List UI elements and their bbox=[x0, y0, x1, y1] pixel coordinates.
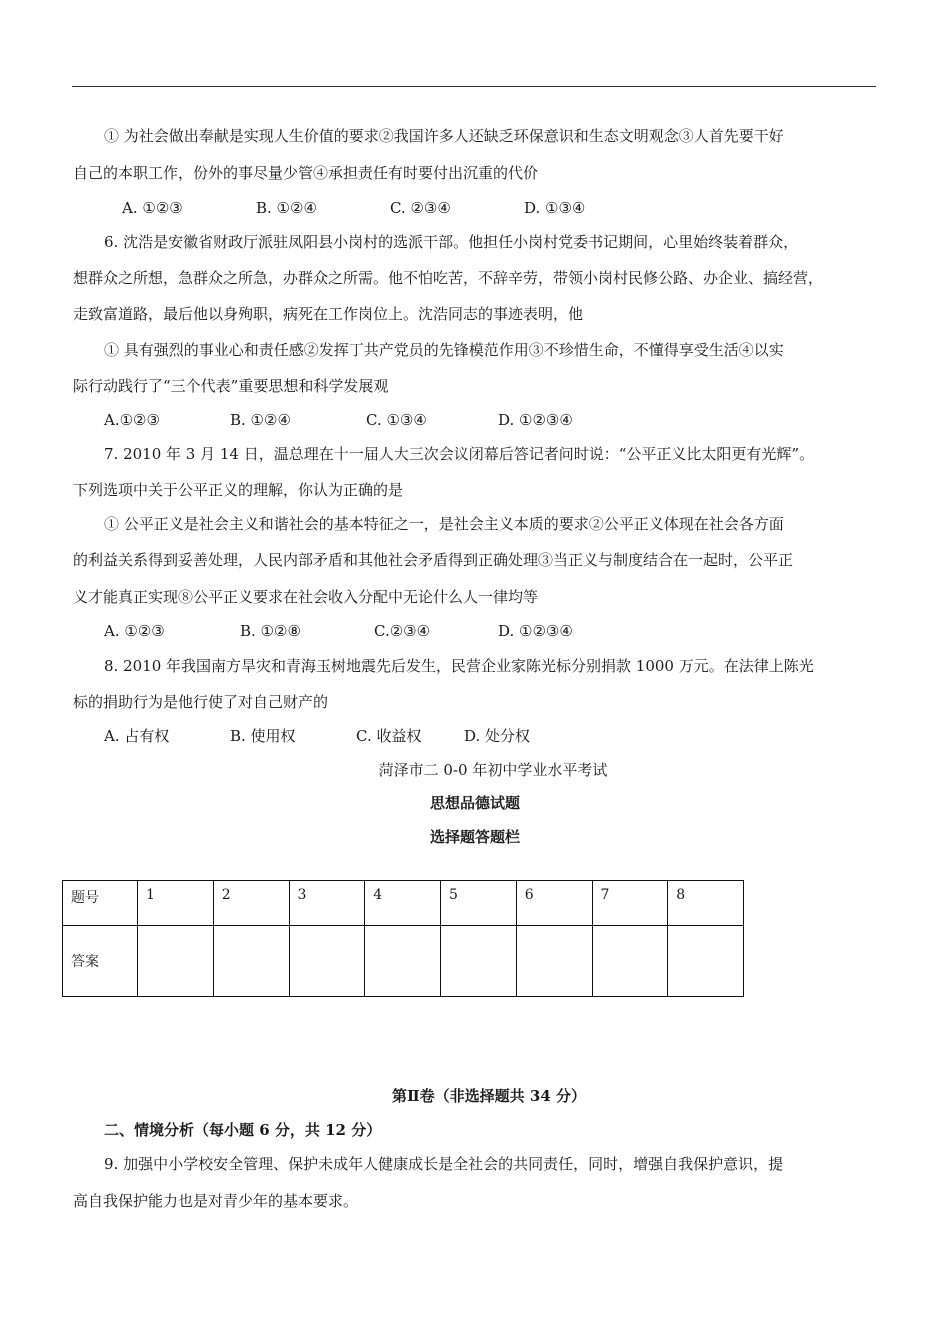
q5-statement-line1: ① 为社会做出奉献是实现人生价值的要求②我国许多人还缺乏环保意识和生态文明观念③人首先要干好 bbox=[104, 127, 784, 145]
answer-cell-3[interactable] bbox=[289, 926, 365, 997]
q6-option-b[interactable]: B. ①②④ bbox=[230, 411, 291, 429]
answer-row bbox=[63, 926, 744, 997]
q8-option-b[interactable]: B. 使用权 bbox=[230, 727, 296, 745]
part2-title: 第Ⅱ卷（非选择题共 34 分） bbox=[392, 1087, 586, 1105]
question-number-cell: 4 bbox=[365, 881, 441, 926]
q8-option-d[interactable]: D. 处分权 bbox=[464, 727, 531, 745]
answer-cell-8[interactable] bbox=[668, 926, 744, 997]
q6-line1: 6. 沈浩是安徽省财政厅派驻凤阳县小岗村的选派干部。他担任小岗村党委书记期间，心里始终装着群众， bbox=[104, 233, 799, 251]
answer-cell-7[interactable] bbox=[592, 926, 668, 997]
question-number-cell: 3 bbox=[289, 881, 365, 926]
question-number-cell: 7 bbox=[592, 881, 668, 926]
answer-bar-title: 选择题答题栏 bbox=[429, 828, 520, 846]
q6-statement-line2: 际行动践行了“三个代表”重要思想和科学发展观 bbox=[73, 377, 389, 395]
answer-cell-1[interactable] bbox=[138, 926, 214, 997]
q9-line2: 高自我保护能力也是对青少年的基本要求。 bbox=[73, 1192, 359, 1210]
q6-option-a[interactable]: A.①②③ bbox=[104, 411, 160, 429]
subject-title: 思想品德试题 bbox=[429, 794, 520, 812]
answer-table bbox=[62, 880, 744, 997]
q7-option-b[interactable]: B. ①②⑧ bbox=[240, 622, 301, 640]
q5-statement-line2: 自己的本职工作，份外的事尽量少管④承担责任有时要付出沉重的代价 bbox=[73, 164, 539, 182]
q7-option-a[interactable]: A. ①②③ bbox=[104, 622, 165, 640]
q8-option-a[interactable]: A. 占有权 bbox=[104, 727, 170, 745]
q6-line2: 想群众之所想，急群众之所急，办群众之所需。他不怕吃苦，不辞辛劳，带领小岗村民修公路、办企业、搞经营， bbox=[73, 269, 824, 287]
q7-option-d[interactable]: D. ①②③④ bbox=[498, 622, 573, 640]
answer-cell-2[interactable] bbox=[213, 926, 289, 997]
q5-option-c[interactable]: C. ②③④ bbox=[390, 199, 451, 217]
q7-statement-line1: ① 公平正义是社会主义和谐社会的基本特征之一，是社会主义本质的要求②公平正义体现在社会各方面 bbox=[104, 515, 784, 533]
q7-statement-line3: 义才能真正实现⑧公平正义要求在社会收入分配中无论什么人一律均等 bbox=[73, 588, 539, 606]
question-number-cell: 6 bbox=[516, 881, 592, 926]
q6-option-d[interactable]: D. ①②③④ bbox=[498, 411, 573, 429]
answer-cell-4[interactable] bbox=[365, 926, 441, 997]
q6-line3: 走致富道路，最后他以身殉职，病死在工作岗位上。沈浩同志的事迹表明，他 bbox=[73, 305, 584, 323]
q9-line1: 9. 加强中小学校安全管理、保护未成年人健康成长是全社会的共同责任，同时，增强自我保护意识，提 bbox=[104, 1155, 784, 1173]
question-number-cell: 5 bbox=[441, 881, 517, 926]
q6-statement-line1: ① 具有强烈的事业心和责任感②发挥丁共产党员的先锋模范作用③不珍惜生命，不懂得享受生活④以实 bbox=[104, 341, 784, 359]
q8-option-c[interactable]: C. 收益权 bbox=[356, 727, 422, 745]
q8-line1: 8. 2010 年我国南方旱灾和青海玉树地震先后发生，民营企业家陈光标分别捐款 1000 万元。在法律上陈光 bbox=[104, 657, 814, 675]
q6-option-c[interactable]: C. ①③④ bbox=[366, 411, 427, 429]
question-number-cell: 1 bbox=[138, 881, 214, 926]
q7-statement-line2: 的利益关系得到妥善处理，人民内部矛盾和其他社会矛盾得到正确处理③当正义与制度结合在一起时，公平正 bbox=[73, 551, 794, 569]
q5-option-b[interactable]: B. ①②④ bbox=[256, 199, 317, 217]
question-number-row bbox=[63, 881, 744, 926]
answer-cell-5[interactable] bbox=[441, 926, 517, 997]
header-rule bbox=[72, 86, 876, 87]
question-number-label: 题号 bbox=[63, 881, 138, 926]
q7-option-c[interactable]: C.②③④ bbox=[374, 622, 431, 640]
answer-label: 答案 bbox=[63, 926, 138, 997]
question-number-cell: 2 bbox=[213, 881, 289, 926]
answer-cell-6[interactable] bbox=[516, 926, 592, 997]
q7-line1: 7. 2010 年 3 月 14 日，温总理在十一届人大三次会议闭幕后答记者问时说：“公平正义比太阳更有光辉”。 bbox=[104, 445, 815, 463]
part2-section-heading: 二、情境分析（每小题 6 分，共 12 分） bbox=[104, 1121, 382, 1139]
q7-line2: 下列选项中关于公平正义的理解，你认为正确的是 bbox=[73, 481, 404, 499]
q8-line2: 标的捐助行为是他行使了对自己财产的 bbox=[73, 693, 329, 711]
q5-option-d[interactable]: D. ①③④ bbox=[524, 199, 586, 217]
q5-option-a[interactable]: A. ①②③ bbox=[122, 199, 183, 217]
question-number-cell: 8 bbox=[668, 881, 744, 926]
exam-title: 菏泽市二 0-0 年初中学业水平考试 bbox=[378, 761, 608, 779]
